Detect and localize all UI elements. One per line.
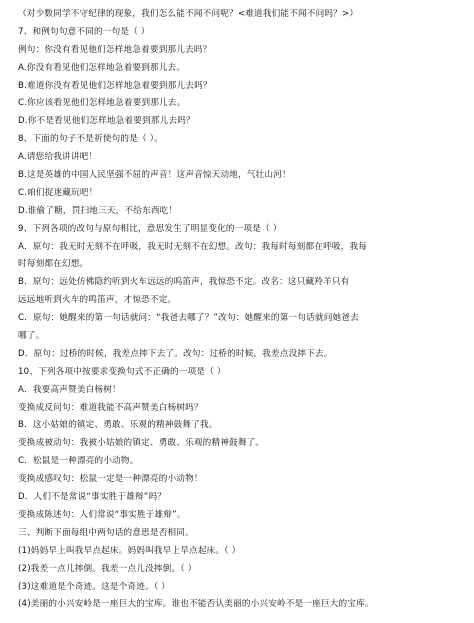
- question-8-option-d: D.谁偷了糖，罚扫地三天，不给东西吃！: [18, 205, 178, 216]
- question-9-option-a-cont: 时每刻都在幻想。: [18, 259, 89, 270]
- judge-item-3: (3)这难道是个奇迹。这是个奇迹。（ ）: [18, 581, 171, 592]
- question-8-option-c: C.咱们捉迷藏玩吧！: [18, 187, 98, 198]
- question-10-option-a-transform: 变换成反问句：难道我能不高声赞美白杨树吗？: [18, 402, 203, 413]
- section-3-heading: 三、判断下面每组中两句话的意思是否相同。: [18, 527, 194, 538]
- question-7-option-d: D.你不是看见他们怎样地急着要到那儿去吗？: [18, 116, 195, 127]
- judge-item-2: (2)我差一点儿摔倒。我差一点儿没摔倒。（ ）: [18, 563, 197, 574]
- question-8-option-b: B.这是英雄的中国人民坚强不屈的声音！这声音惊天动地，气壮山河！: [18, 170, 291, 181]
- question-9-option-b-cont: 远远地听到火车的鸣笛声，才惊恐不定。: [18, 295, 177, 306]
- question-7-example: 例句：你没有看见他们怎样地急着要到那儿去吗？: [18, 44, 212, 55]
- question-7-option-a: A.你没有看见他们怎样地急着要到那儿去。: [18, 62, 186, 73]
- question-10-option-c-transform: 变换成感叹句：松鼠一定是一种漂亮的小动物！: [18, 474, 203, 485]
- question-10-option-b: B．这小姑娘的镇定、勇敢、乐观的精神鼓舞了我。: [18, 420, 218, 431]
- judge-item-4: (4)美丽的小兴安岭是一座巨大的宝库。谁也不能否认美丽的小兴安岭不是一座巨大的宝库。: [18, 599, 374, 610]
- question-10-option-d: D．人们不是常说“事实胜于雄辩”吗？: [18, 492, 167, 503]
- question-8-stem: 8、下面的句子不是祈使句的是（ ）。: [18, 134, 163, 145]
- question-9-option-c: C．原句：她醒来的第一句话就问：“我爸去哪了？”改句：她醒来的第一句话就问她爸去: [18, 313, 359, 324]
- question-7-option-c: C.你应该看见他们怎样地急着要到那儿去。: [18, 98, 186, 109]
- question-10-stem: 10、下列各项中按要求变换句式不正确的一项是（ ）: [18, 366, 226, 377]
- question-9-stem: 9、下列各项的改句与原句相比，意思发生了明显变化的一项是（ ）: [18, 223, 282, 234]
- question-8-option-a: A.请您给我讲讲吧！: [18, 152, 98, 163]
- question-10-option-d-transform: 变换成陈述句：人们常说“事实胜于雄辩”。: [18, 509, 186, 520]
- question-10-option-b-transform: 变换成被动句：我被小姑娘的镇定、勇敢、乐观的精神鼓舞了。: [18, 438, 265, 449]
- intro-note: （对少数同学不守纪律的现象，我们怎么能不闻不问呢？<难道我们能不闻不问吗？>）: [18, 9, 359, 19]
- question-9-option-d: D．原句：过桥的时候，我差点摔下去了。改句：过桥的时候，我差点没摔下去。: [18, 348, 333, 359]
- question-7-stem: 7、和例句句意不同的一句是（ ）: [18, 26, 150, 37]
- question-9-option-c-cont: 哪了。: [18, 331, 45, 342]
- question-10-option-c: C．松鼠是一种漂亮的小动物。: [18, 456, 139, 467]
- question-7-option-b: B.难道你没有看见他们怎样地急着要到那儿去吗？: [18, 80, 212, 91]
- question-10-option-a: A．我要高声赞美白杨树！: [18, 384, 121, 395]
- question-9-option-b: B．原句：远处仿佛隐约听到火车远远的呜笛声，我惊恐不定。改名：这只藏羚羊只有: [18, 277, 350, 288]
- judge-item-1: (1)妈妈早上叫我早点起床。妈妈叫我早上早点起床。（ ）: [18, 545, 241, 556]
- question-9-option-a: A．原句：我无时无刻不在呼吸，我无时无刻不在幻想。改句：我每时每刻都在呼吸，我每: [18, 241, 368, 252]
